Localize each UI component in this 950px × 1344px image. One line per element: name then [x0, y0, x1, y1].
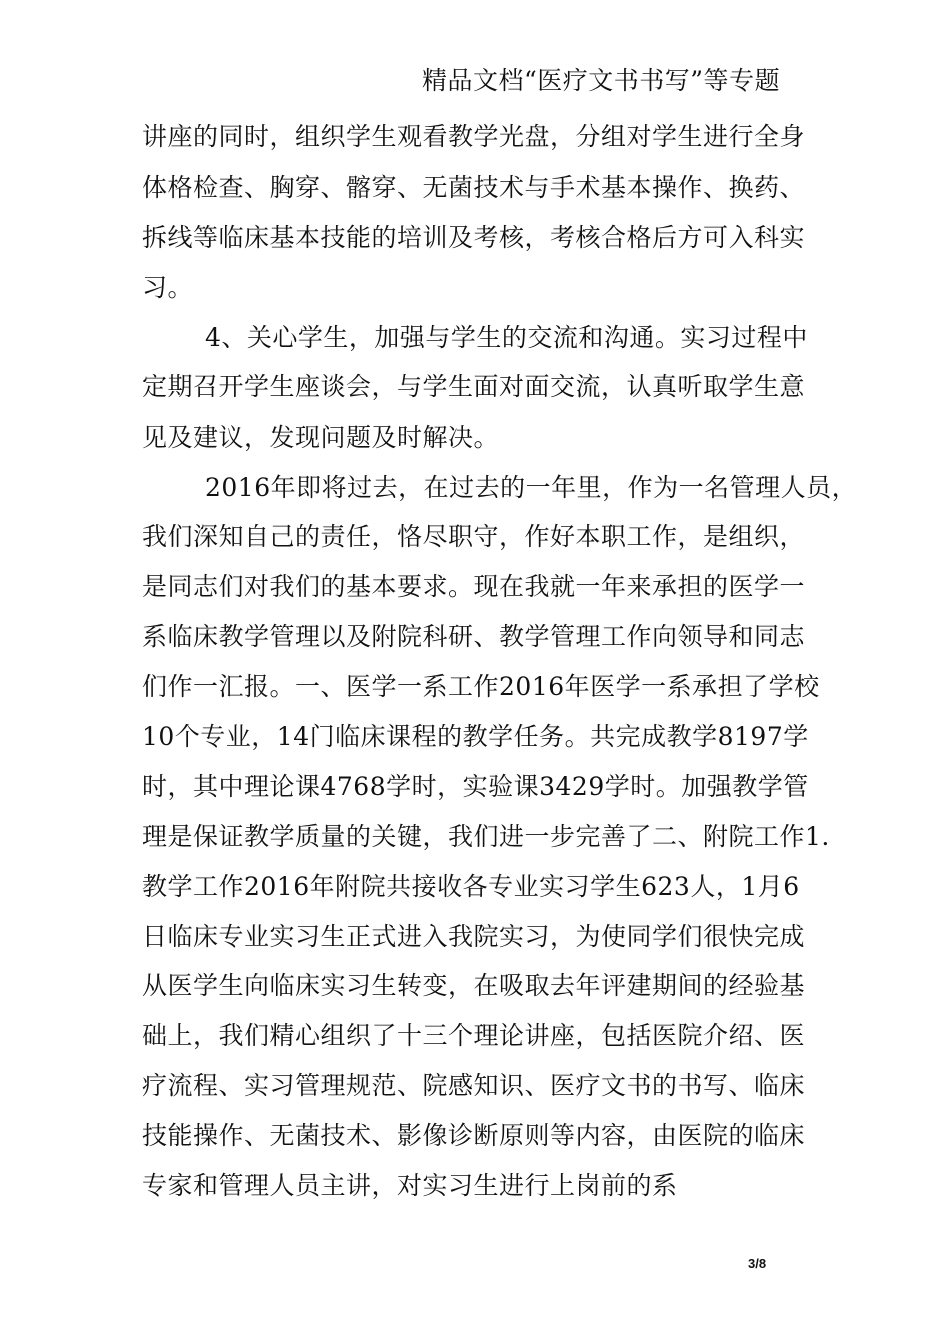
text-line: 时，其中理论课4768学时，实验课3429学时。加强教学管 — [142, 772, 809, 801]
text-line: 技能操作、无菌技术、影像诊断原则等内容，由医院的临床 — [142, 1121, 806, 1150]
text-line: 教学工作2016年附院共接收各专业实习学生623人，1月6 — [142, 872, 800, 901]
text-line: 专家和管理人员主讲，对实习生进行上岗前的系 — [142, 1171, 678, 1200]
text-line: 们作一汇报。一、医学一系工作2016年医学一系承担了学校 — [142, 672, 820, 701]
text-line: 讲座的同时，组织学生观看教学光盘，分组对学生进行全身 — [142, 122, 806, 151]
text-line: 础上，我们精心组织了十三个理论讲座，包括医院介绍、医 — [142, 1021, 806, 1050]
text-line: 10个专业，14门临床课程的教学任务。共完成教学8197学 — [142, 722, 809, 751]
paragraph-start-line: 4、关心学生，加强与学生的交流和沟通。实习过程中 — [205, 323, 808, 352]
page-number: 3/8 — [748, 1256, 767, 1271]
text-line-header-fragment: 精品文档“医疗文书书写”等专题 — [422, 66, 781, 95]
text-line: 拆线等临床基本技能的培训及考核，考核合格后方可入科实 — [142, 223, 806, 252]
text-line: 从医学生向临床实习生转变，在吸取去年评建期间的经验基 — [142, 971, 806, 1000]
text-line: 习。 — [142, 273, 194, 302]
text-line: 理是保证教学质量的关键，我们进一步完善了二、附院工作1. — [142, 822, 830, 851]
paragraph-start-line: 2016年即将过去，在过去的一年里，作为一名管理人员， — [205, 473, 858, 502]
text-line: 体格检查、胸穿、髂穿、无菌技术与手术基本操作、换药、 — [142, 173, 806, 202]
text-line: 日临床专业实习生正式进入我院实习，为使同学们很快完成 — [142, 922, 806, 951]
text-line: 是同志们对我们的基本要求。现在我就一年来承担的医学一 — [142, 572, 806, 601]
text-line: 见及建议，发现问题及时解决。 — [142, 423, 500, 452]
text-line: 疗流程、实习管理规范、院感知识、医疗文书的书写、临床 — [142, 1071, 806, 1100]
text-line: 定期召开学生座谈会，与学生面对面交流，认真听取学生意 — [142, 372, 806, 401]
text-line: 系临床教学管理以及附院科研、教学管理工作向领导和同志 — [142, 622, 806, 651]
text-line: 我们深知自己的责任，恪尽职守，作好本职工作，是组织， — [142, 522, 806, 551]
